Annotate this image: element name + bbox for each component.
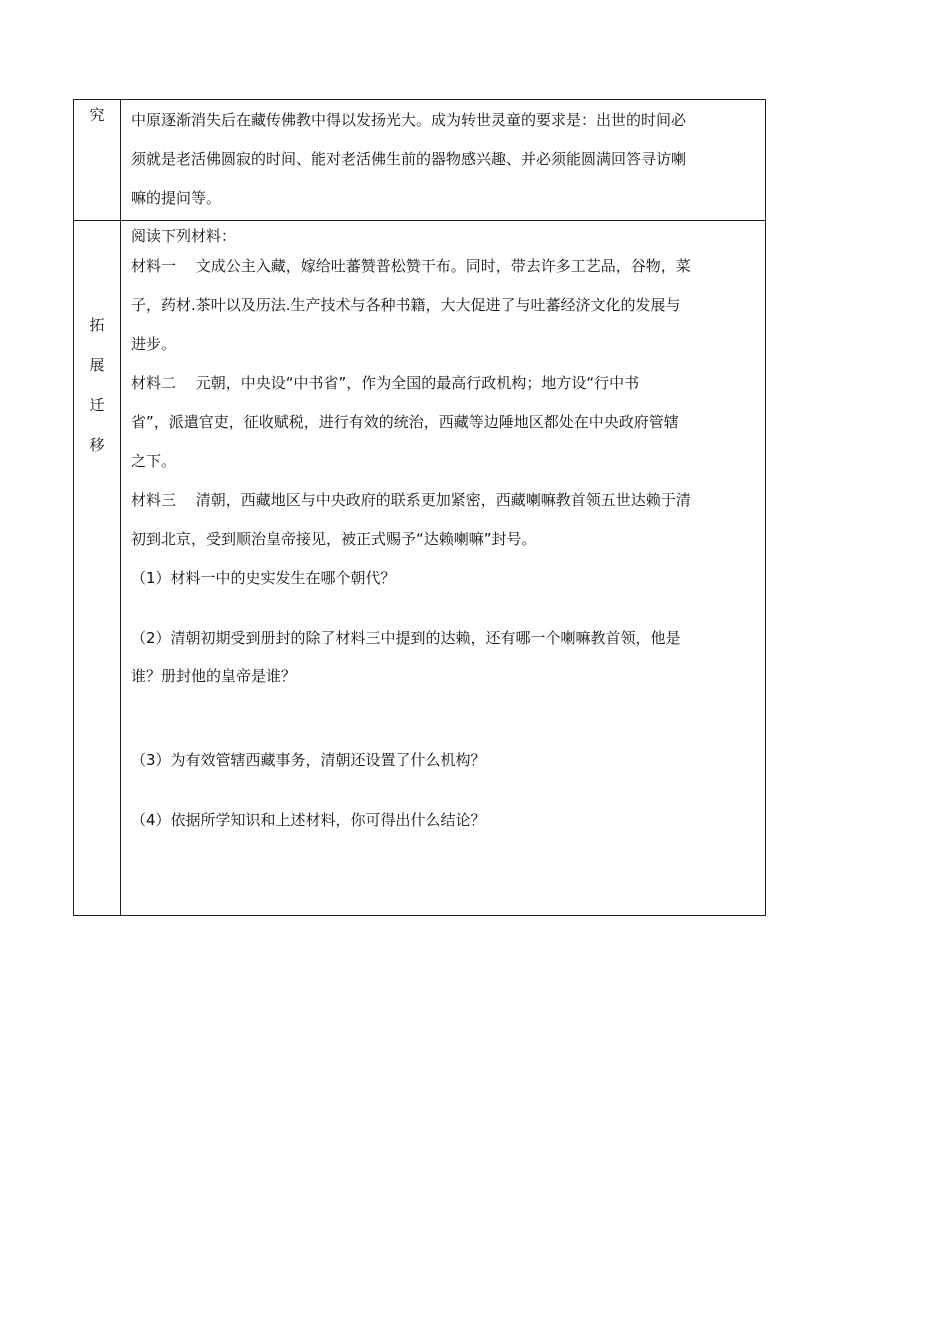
lesson-table <box>73 99 766 916</box>
inquiry-line-1: 中原逐渐消失后在藏传佛教中得以发扬光大。成为转世灵童的要求是：出世的时间必 <box>131 111 687 129</box>
question-3: （3）为有效管辖西藏事务，清朝还设置了什么机构？ <box>131 751 486 769</box>
material1-line-2: 子，药材.茶叶以及历法.生产技术与各种书籍，大大促进了与吐蕃经济文化的发展与 <box>131 296 681 314</box>
material2-line-2: 省”，派遣官吏，征收赋税，进行有效的统治，西藏等边陲地区都处在中央政府管辖 <box>131 413 679 431</box>
row-label-cell <box>74 100 121 221</box>
material2-line-1: 材料二 元朝，中央设“中书省”，作为全国的最高行政机构；地方设“行中书 <box>131 374 640 392</box>
material1-line-1: 材料一 文成公主入藏，嫁给吐蕃赞普松赞干布。同时，带去许多工艺品，谷物，菜 <box>131 257 691 275</box>
label-char-4: 移 <box>89 436 105 454</box>
question-2-line-1: （2）清朝初期受到册封的除了材料三中提到的达赖，还有哪一个喇嘛教首领，他是 <box>131 629 681 647</box>
material3-line-2: 初到北京，受到顺治皇帝接见，被正式赐予“达赖喇嘛”封号。 <box>131 530 537 548</box>
table-row-extension <box>74 221 766 916</box>
material2-line-3: 之下。 <box>131 452 177 470</box>
material1-line-3: 进步。 <box>131 335 177 353</box>
extension-content-cell <box>121 221 766 916</box>
reading-intro: 阅读下列材料： <box>131 227 237 245</box>
extension-label-cell <box>74 221 121 916</box>
question-1: （1）材料一中的史实发生在哪个朝代？ <box>131 569 396 587</box>
question-4: （4）依据所学知识和上述材料，你可得出什么结论？ <box>131 811 486 829</box>
extension-vertical-label <box>74 221 120 458</box>
table-row-inquiry <box>74 100 766 221</box>
inquiry-line-2: 须就是老活佛圆寂的时间、能对老活佛生前的器物感兴趣、并必须能圆满回答寻访喇 <box>131 150 687 168</box>
row-label: 究 <box>89 106 105 124</box>
label-char-2: 展 <box>89 356 105 374</box>
label-char-1: 拓 <box>89 316 105 334</box>
question-2-line-2: 谁？册封他的皇帝是谁？ <box>131 667 297 685</box>
label-char-3: 迁 <box>89 396 105 414</box>
inquiry-content-cell <box>121 100 766 221</box>
material3-line-1: 材料三 清朝，西藏地区与中央政府的联系更加紧密，西藏喇嘛教首领五世达赖于清 <box>131 491 691 509</box>
inquiry-line-3: 嘛的提问等。 <box>131 189 222 207</box>
